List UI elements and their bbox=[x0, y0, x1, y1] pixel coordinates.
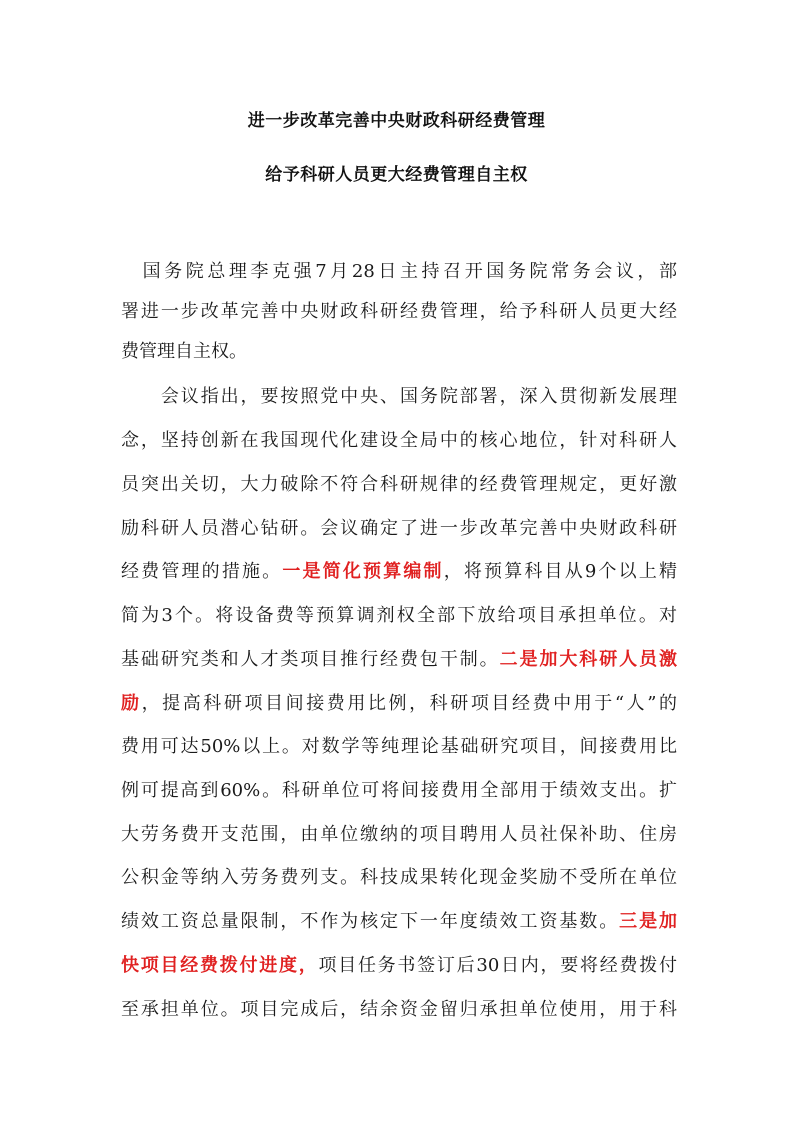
text-line: 例可提高到60%。科研单位可将间接费用全部用于绩效支出。扩 bbox=[121, 780, 677, 801]
highlight-point-1: 一是简化预算编制 bbox=[282, 561, 444, 582]
text-line: 国务院总理李克强7月28日主持召开国务院常务会议，部 bbox=[121, 261, 677, 282]
text-line bbox=[121, 908, 677, 936]
document-title-line-2: 给予科研人员更大经费管理自主权 bbox=[265, 165, 528, 185]
highlight-point-2-end: 励 bbox=[121, 693, 142, 714]
text-line bbox=[121, 690, 677, 718]
text-segment: ，将预算科目从9个以上精 bbox=[443, 561, 678, 582]
text-line: 费用可达50%以上。对数学等纯理论基础研究项目，间接费用比 bbox=[121, 736, 677, 757]
text-segment: 绩效工资总量限制，不作为核定下一年度绩效工资基数。 bbox=[121, 911, 620, 932]
text-line bbox=[121, 558, 677, 586]
text-line: 员突出关切，大力破除不符合科研规律的经费管理规定，更好激 bbox=[121, 474, 677, 495]
text-line: 会议指出，要按照党中央、国务院部署，深入贯彻新发展理 bbox=[121, 386, 677, 407]
text-segment: 基础研究类和人才类项目推行经费包干制。 bbox=[121, 649, 500, 670]
text-line: 署进一步改革完善中央财政科研经费管理，给予科研人员更大经 bbox=[121, 301, 677, 322]
text-line: 励科研人员潜心钻研。会议确定了进一步改革完善中央财政科研 bbox=[121, 518, 677, 539]
text-line: 费管理自主权。 bbox=[121, 341, 247, 362]
highlight-point-2: 二是加大科研人员激 bbox=[499, 649, 678, 670]
document-title-line-1: 进一步改革完善中央财政科研经费管理 bbox=[247, 111, 546, 131]
text-segment: 项目任务书签订后30日内，要将经费拨付 bbox=[318, 955, 678, 976]
text-line bbox=[121, 646, 677, 674]
highlight-point-3-end: 快项目经费拨付进度， bbox=[121, 955, 319, 976]
text-line bbox=[121, 952, 677, 980]
text-segment: 经费管理的措施。 bbox=[121, 561, 283, 582]
text-segment: ，提高科研项目间接费用比例，科研项目经费中用于“人”的 bbox=[141, 693, 677, 714]
text-line: 至承担单位。项目完成后，结余资金留归承担单位使用，用于科 bbox=[121, 999, 677, 1020]
text-line: 念，坚持创新在我国现代化建设全局中的核心地位，针对科研人 bbox=[121, 430, 677, 451]
highlight-point-3: 三是加 bbox=[619, 911, 678, 932]
text-line: 大劳务费开支范围，由单位缴纳的项目聘用人员社保补助、住房 bbox=[121, 824, 677, 845]
text-line: 公积金等纳入劳务费列支。科技成果转化现金奖励不受所在单位 bbox=[121, 867, 677, 888]
text-line: 简为3个。将设备费等预算调剂权全部下放给项目承担单位。对 bbox=[121, 605, 677, 626]
